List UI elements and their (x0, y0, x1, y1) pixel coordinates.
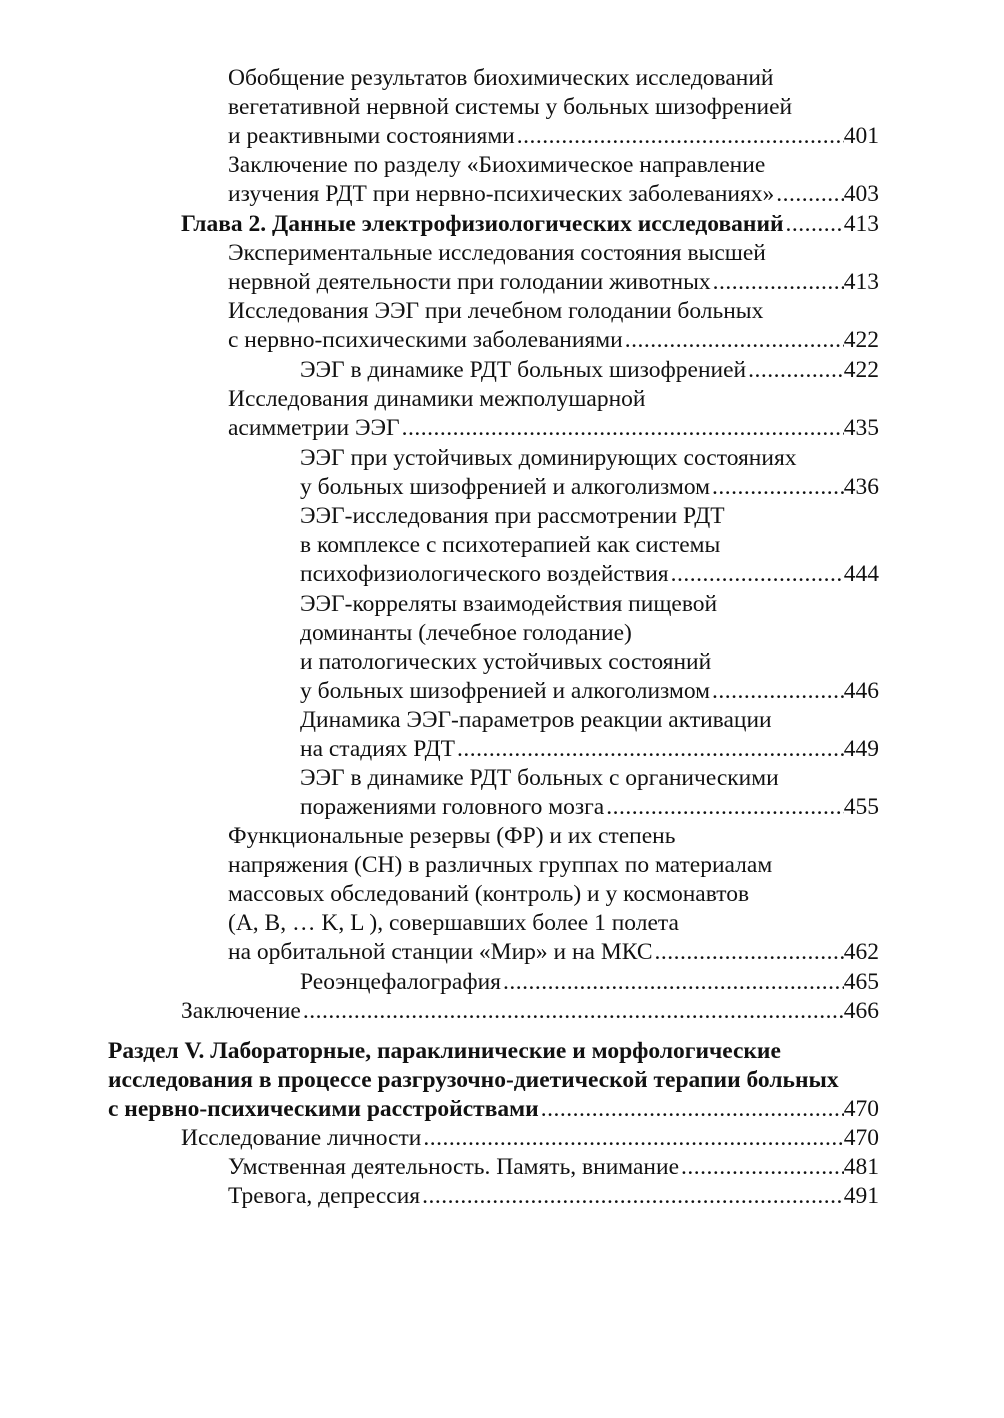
toc-entry-title: асимметрии ЭЭГ (228, 415, 400, 441)
toc-entry-title: на орбитальной станции «Мир» и на МКС (228, 939, 653, 965)
leader-dots (501, 968, 844, 997)
toc-entry (300, 473, 879, 502)
toc-entry (228, 268, 879, 297)
toc-entry (228, 938, 879, 967)
leader-dots (301, 997, 844, 1026)
leader-dots (774, 180, 843, 209)
toc-chapter-entry (181, 210, 879, 239)
toc-line: и патологических устойчивых состояний (300, 649, 712, 675)
toc-entry (228, 326, 879, 355)
page-number: 444 (843, 561, 879, 587)
toc-entry (300, 735, 879, 764)
leader-dots (400, 414, 844, 443)
toc-line: (А, В, … K, L ), совершавших более 1 полета (228, 910, 679, 936)
page-number: 491 (843, 1183, 879, 1209)
toc-line: ЭЭГ-исследования при рассмотрении РДТ (300, 503, 725, 529)
page-number: 449 (843, 736, 879, 762)
toc-line: ЭЭГ при устойчивых доминирующих состояниях (300, 445, 797, 471)
toc-line: Обобщение результатов биохимических исследований (228, 65, 774, 91)
toc-entry (181, 997, 879, 1026)
leader-dots (711, 268, 844, 297)
leader-dots (653, 938, 844, 967)
toc-line: Исследования динамики межполушарной (228, 386, 646, 412)
leader-dots (710, 473, 844, 502)
toc-line: Заключение по разделу «Биохимическое направление (228, 152, 766, 178)
toc-line: Функциональные резервы (ФР) и их степень (228, 823, 676, 849)
leader-dots (710, 677, 844, 706)
toc-entry-title: нервной деятельности при голодании животных (228, 269, 711, 295)
section-title-line: Раздел V. Лабораторные, параклинические и морфологические (108, 1038, 781, 1064)
page-number: 413 (843, 269, 879, 295)
page-number: 403 (843, 181, 879, 207)
page-number: 466 (843, 998, 879, 1024)
toc-entry-title: на стадиях РДТ (300, 736, 455, 762)
toc-entry (300, 560, 879, 589)
leader-dots (515, 122, 844, 151)
toc-entry (300, 968, 879, 997)
toc-entry-title: поражениями головного мозга (300, 794, 605, 820)
toc-line: ЭЭГ-корреляты взаимодействия пищевой (300, 591, 718, 617)
leader-dots (604, 793, 844, 822)
toc-entry-title: и реактивными состояниями (228, 123, 515, 149)
toc-entry-title: изучения РДТ при нервно-психических заболеваниях» (228, 181, 775, 207)
page-number: 436 (843, 474, 879, 500)
toc-entry (228, 1182, 879, 1211)
toc-entry (300, 793, 879, 822)
leader-dots (420, 1182, 844, 1211)
section-title-line: исследования в процессе разгрузочно-диетической терапии больных (108, 1067, 839, 1093)
page-number: 465 (843, 969, 879, 995)
toc-line: в комплексе с психотерапией как системы (300, 532, 721, 558)
toc-entry-title: Тревога, депрессия (228, 1183, 421, 1209)
page-number: 470 (843, 1096, 879, 1122)
toc-entry (181, 1124, 879, 1153)
leader-dots (679, 1153, 844, 1182)
toc-entry (228, 414, 879, 443)
toc-entry-title: Реоэнцефалография (300, 969, 501, 995)
toc-line: вегетативной нервной системы у больных шизофренией (228, 94, 793, 120)
toc-section-entry (108, 1095, 879, 1124)
toc-line: напряжения (СН) в различных группах по материалам (228, 852, 773, 878)
chapter-title: Глава 2. Данные электрофизиологических исследований (181, 211, 784, 237)
leader-dots (455, 735, 844, 764)
leader-dots (539, 1095, 844, 1124)
page-number: 470 (843, 1125, 879, 1151)
toc-line: доминанты (лечебное голодание) (300, 620, 632, 646)
leader-dots (669, 560, 844, 589)
section-title: с нервно-психическими расстройствами (108, 1096, 539, 1122)
toc-entry-title: ЭЭГ в динамике РДТ больных шизофренией (300, 357, 747, 383)
toc-entry-title: с нервно-психическими заболеваниями (228, 327, 623, 353)
toc-line: Динамика ЭЭГ-параметров реакции активации (300, 707, 772, 733)
leader-dots (623, 326, 844, 355)
page-number: 435 (843, 415, 879, 441)
toc-entry-title: у больных шизофренией и алкоголизмом (300, 474, 711, 500)
page-number: 481 (843, 1154, 879, 1180)
toc-entry (228, 1153, 879, 1182)
leader-dots (421, 1124, 843, 1153)
toc-line: Исследования ЭЭГ при лечебном голодании больных (228, 298, 764, 324)
toc-line: массовых обследований (контроль) и у космонавтов (228, 881, 750, 907)
leader-dots (746, 356, 844, 385)
toc-entry-title: Исследование личности (181, 1125, 422, 1151)
toc-entry-title: психофизиологического воздействия (300, 561, 669, 587)
toc-entry (300, 677, 879, 706)
page-number: 401 (843, 123, 879, 149)
page-number: 422 (843, 357, 879, 383)
page-number: 422 (843, 327, 879, 353)
page-number: 462 (843, 939, 879, 965)
toc-entry (228, 122, 879, 151)
toc-entry (300, 356, 879, 385)
leader-dots (784, 210, 844, 239)
toc-line: Экспериментальные исследования состояния высшей (228, 240, 766, 266)
toc-entry (228, 180, 879, 209)
page-number: 455 (843, 794, 879, 820)
page-number: 413 (843, 211, 879, 237)
toc-line: ЭЭГ в динамике РДТ больных с органическими (300, 765, 779, 791)
toc-entry-title: Заключение (181, 998, 301, 1024)
toc-entry-title: Умственная деятельность. Память, внимание (228, 1154, 680, 1180)
toc-entry-title: у больных шизофренией и алкоголизмом (300, 678, 711, 704)
page-number: 446 (843, 678, 879, 704)
